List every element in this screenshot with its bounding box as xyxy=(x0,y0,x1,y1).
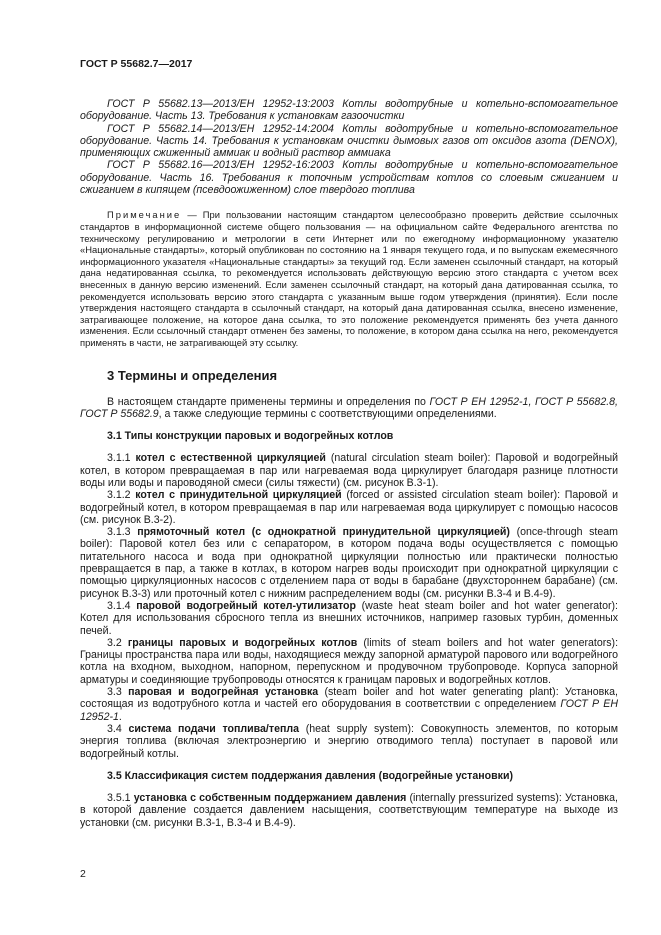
term-definition: (natural circulation steam boiler): Паровой и водогрейный котел, в котором превращаемая в пар или нагреваемая вода циркулирует благодаря разнице плотности воды или воды и пароводяной смеси (силы тяжести) (см. рисунок В.3-1). xyxy=(80,452,618,489)
page-header: ГОСТ Р 55682.7—2017 xyxy=(80,58,193,70)
term-paragraph xyxy=(80,723,618,760)
term-number: 3.1.1 xyxy=(107,452,136,465)
note-label: Примечание xyxy=(107,209,182,221)
term-definition: (limits of steam boilers and hot water generators): Границы пространства пара или воды, находящиеся между запорной арматурой парового или водогрейного котла на входном, выходном, напорном, перепускном и продувочном трубопроводе. Корпуса запорной арматуры и соединяющие трубопроводы относятся к границам паровых и водогрейных котлов. xyxy=(80,636,619,686)
term-paragraph xyxy=(80,452,618,489)
subsection-title: 3.5 Классификация систем поддержания давления (водогрейные установки) xyxy=(107,769,513,782)
term-number: 3.1.3 xyxy=(107,526,138,539)
intro-text-end: , а также следующие термины с соответствующими определениями. xyxy=(158,407,497,420)
term-paragraph xyxy=(80,526,618,600)
page-number: 2 xyxy=(80,868,86,880)
note xyxy=(80,209,618,348)
term-definition: (heat supply system): Совокупность элементов, по которым энергия топлива (включая электроэнергию и энергию отводимого тепла) поступает в паровой или водогрейный котлы. xyxy=(80,722,618,760)
term-definition: (forced or assisted circulation steam boiler): Паровой и водогрейный котел, в котором превращаемая в пар или нагреваемая вода циркулирует с помощью насосов (см. рисунок В.3-2). xyxy=(80,489,618,526)
term-number: 3.2 xyxy=(107,636,128,649)
note-text: — При пользовании настоящим стандартом целесообразно проверить действие ссылочных стандартов в информационной системе общего пользования — на официальном сайте Федерального агентства по техническому регулированию и метрологии в сети Интернет или по ежегодному информационному указателю «Национальные стандарты», который опубликован по состоянию на 1 января текущего года, и по выпускам ежемесячного информационного указателя «Национальные стандарты» за текущий год. Если заменен ссылочный стандарт, на который дана недатированная ссылка, то рекомендуется использовать действующую версию этого стандарта с учетом всех внесенных в данную версию изменений. Если заменен ссылочный стандарт, на который дана датированная ссылка, то рекомендуется использовать версию этого стандарта с указанным выше годом утверждения (принятия). Если после утверждения настоящего стандарта в ссылочный стандарт, на который дана датированная ссылка, внесено изменение, затрагивающее положение, на которое дана ссылка, то это положение рекомендуется применять без учета данного изменения. Если ссылочный стандарт отменен без замены, то положение, в котором дана ссылка на него, рекомендуется применять в части, не затрагивающей эту ссылку. xyxy=(80,209,618,348)
term-definition: (internally pressurized systems): Установка, в которой давление создается давлением насыщения, соответствующим температуре на выходе из установки (см. рисунки В.3-1, В.3-4 и В.4-9). xyxy=(80,792,618,829)
reference-list xyxy=(80,98,618,196)
term-paragraph xyxy=(80,637,618,686)
term-number: 3.4 xyxy=(107,722,129,735)
term-definition-end: . xyxy=(118,710,122,723)
term-paragraph xyxy=(80,600,618,637)
intro-text: В настоящем стандарте применены термины и определения по xyxy=(107,395,430,408)
term-definition: (waste heat steam boiler and hot water generator): Котел для использования сбросного тепла из внешних источников, например газовых турбин, доменных печей. xyxy=(80,599,618,637)
term-number: 3.1.2 xyxy=(107,489,136,502)
term: система подачи топлива/тепла xyxy=(128,722,299,735)
reference-item: ГОСТ Р 55682.16—2013/ЕН 12952-16:2003 Котлы водотрубные и котельно-вспомогательное оборудование. Часть 16. Требования к топочным устройствам котлов со слоевым сжиганием и сжиганием в кипящем (псевдоожиженном) слое твердого топлива xyxy=(80,159,618,197)
intro-refs: ГОСТ Р ЕН 12952-1, ГОСТ Р 55682.8, ГОСТ Р 55682.9 xyxy=(80,395,618,420)
term-paragraph xyxy=(80,792,618,829)
term-number: 3.3 xyxy=(107,686,129,699)
term: паровой водогрейный котел-утилизатор xyxy=(136,599,356,612)
term: прямоточный котел (с однократной принудительной циркуляцией) xyxy=(137,526,510,539)
term: котел с принудительной циркуляцией xyxy=(135,489,342,502)
term-number: 3.5.1 xyxy=(107,792,134,805)
term-definition: (once-through steam boiler): Паровой котел без или с сепаратором, в котором подача воды осуществляется с помощью питательного насоса и вода при однократной циркуляции полностью или практически полностью превращается в пар, а также в котлах, в котором нагрев воды происходит при однократной циркуляции с помощью циркуляционных насосов с отделением пара от воды в барабане (двухстороннем барабане) (см. рисунок В.3-3) или проточный котел с нижним распределением воды (см. рисунки В.3-4 и В.4-9). xyxy=(80,526,618,600)
term-number: 3.1.4 xyxy=(107,599,137,612)
reference-item: ГОСТ Р 55682.13—2013/ЕН 12952-13:2003 Котлы водотрубные и котельно-вспомогательное оборудование. Часть 13. Требования к установкам газоочистки xyxy=(80,98,618,123)
section-title: 3 Термины и определения xyxy=(107,367,278,383)
term-paragraph xyxy=(80,686,618,723)
term: границы паровых и водогрейных котлов xyxy=(127,636,358,649)
term-reference: ГОСТ Р ЕН 12952-1 xyxy=(80,698,618,723)
term: котел с естественной циркуляцией xyxy=(135,452,326,465)
term-paragraph xyxy=(80,489,618,526)
reference-item: ГОСТ Р 55682.14—2013/ЕН 12952-14:2004 Котлы водотрубные и котельно-вспомогательное оборудование. Часть 14. Требования к установкам очистки дымовых газов от оксидов азота (DENOX), применяющих сжиженный аммиак и водный раствор аммиака xyxy=(80,122,618,160)
subsection-title: 3.1 Типы конструкции паровых и водогрейных котлов xyxy=(107,430,394,443)
term: установка с собственным поддержанием давления xyxy=(133,792,407,805)
section-intro xyxy=(80,396,618,421)
term-definition: (steam boiler and hot water generating plant): Установка, состоящая из водотрубного котла и частей его оборудования в соответствии с определением xyxy=(80,686,619,711)
term: паровая и водогрейная установка xyxy=(128,686,319,699)
page-content xyxy=(80,98,618,829)
